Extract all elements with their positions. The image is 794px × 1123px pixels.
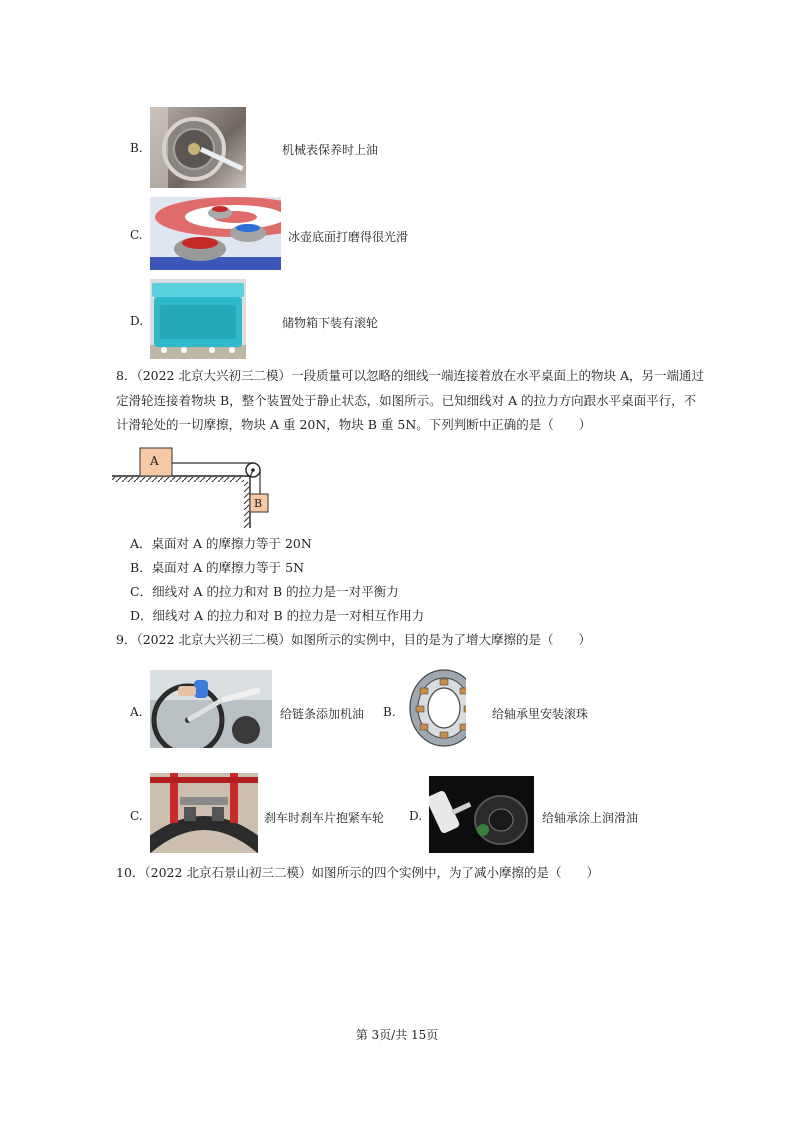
option-caption: 机械表保养时上油 [282, 143, 379, 157]
q8-option-c: C．细线对 A 的拉力和对 B 的拉力是一对平衡力 [130, 584, 399, 599]
storage-box-photo [150, 279, 246, 359]
q8-option-a: A．桌面对 A 的摩擦力等于 20N [130, 536, 312, 551]
curling-stone-icon [150, 197, 281, 270]
ball-bearing-photo [404, 666, 482, 750]
option-letter: C. [130, 228, 143, 242]
q9-stem: 9．（2022 北京大兴初三二模）如图所示的实例中，目的是为了增大摩擦的是（ ） [116, 632, 591, 647]
option-letter: D. [130, 314, 144, 328]
watch-icon [150, 107, 246, 188]
block-a-label: A [150, 454, 159, 468]
watch-oiling-photo [150, 107, 246, 188]
option-letter: C. [130, 809, 143, 823]
storage-box-icon [150, 279, 246, 359]
bike-brake-photo [150, 773, 258, 853]
bike-brake-icon [150, 773, 258, 853]
bike-chain-oiling-photo [150, 670, 272, 748]
option-caption: 给轴承涂上润滑油 [542, 811, 639, 825]
option-letter: B. [130, 141, 143, 155]
q8-stem-line-2: 定滑轮连接着物块 B，整个装置处于静止状态，如图所示。已知细线对 A 的拉力方向跟水平桌面平行，不 [116, 393, 697, 408]
grease-tube-icon [429, 776, 534, 853]
q8-stem-line-3: 计滑轮处的一切摩擦，物块 A 重 20N，物块 B 重 5N。下列判断中正确的是（ ） [116, 417, 592, 432]
option-caption: 刹车时刹车片抱紧车轮 [264, 811, 385, 825]
q10-stem: 10．（2022 北京石景山初三二模）如图所示的四个实例中，为了减小摩擦的是（ ） [116, 865, 599, 880]
q8-stem-line-1: 8．（2022 北京大兴初三二模）一段质量可以忽略的细线一端连接着放在水平桌面上的物块 A，另一端通过 [116, 368, 704, 383]
pulley-diagram [112, 444, 282, 528]
page-number: 第 3页/共 15页 [355, 1028, 439, 1042]
q8-option-d: D．细线对 A 的拉力和对 B 的拉力是一对相互作用力 [130, 608, 425, 623]
option-caption: 给轴承里安装滚珠 [492, 707, 589, 721]
pulley-diagram-svg [112, 444, 282, 528]
q8-option-b: B．桌面对 A 的摩擦力等于 5N [130, 560, 305, 575]
option-letter: D. [409, 809, 423, 823]
option-caption: 冰壶底面打磨得很光滑 [288, 230, 409, 244]
bike-chain-icon [150, 670, 272, 748]
option-caption: 给链条添加机油 [280, 707, 365, 721]
ball-bearing-icon [404, 666, 482, 750]
option-letter: B. [383, 705, 396, 719]
curling-photo [150, 197, 281, 270]
bearing-grease-photo [429, 776, 534, 853]
option-caption: 储物箱下装有滚轮 [282, 316, 379, 330]
option-letter: A. [130, 705, 143, 719]
block-b-label: B [254, 497, 263, 510]
